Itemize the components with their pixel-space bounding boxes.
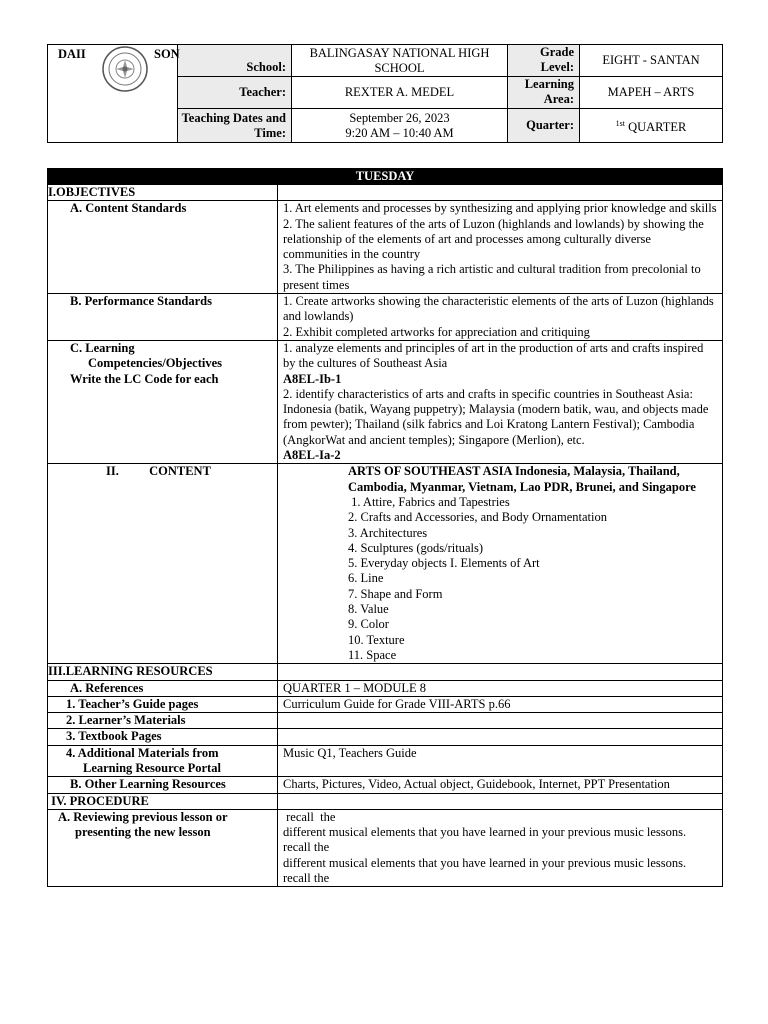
content-item: 9. Color (348, 617, 389, 632)
content-item: 6. Line (348, 571, 384, 586)
competencies-label-line: C. Learning (70, 340, 135, 355)
additional-materials-value: Music Q1, Teachers Guide (278, 745, 723, 777)
performance-standard-item: 1. Create artworks showing the characteristic elements of the arts of Luzon (highlands and lowlands) (283, 294, 714, 324)
content-item: 10. Texture (348, 632, 405, 647)
logo-text-right: SON (154, 47, 180, 61)
lesson-plan-table (47, 168, 723, 887)
deped-logo (58, 47, 180, 67)
review-row (48, 809, 723, 886)
resources-row (48, 664, 723, 680)
content-value (278, 464, 723, 664)
review-label-line: A. Reviewing previous lesson or (58, 809, 228, 824)
procedure-heading: IV. PROCEDURE (48, 793, 278, 809)
learning-area-value: MAPEH – ARTS (580, 77, 723, 109)
content-item: 3. Architectures (348, 525, 428, 540)
day-heading: TUESDAY (48, 169, 723, 185)
content-item: 8. Value (348, 602, 389, 617)
references-value: QUARTER 1 – MODULE 8 (278, 680, 723, 696)
quarter-label: Quarter: (508, 109, 580, 143)
content-label-number: II. (106, 464, 119, 479)
procedure-row (48, 793, 723, 809)
objectives-row (48, 185, 723, 201)
content-label (48, 464, 278, 664)
competencies-label-line: Competencies/Objectives (88, 356, 222, 371)
teachers-guide-value: Curriculum Guide for Grade VIII-ARTS p.66 (278, 696, 723, 712)
header-table (47, 44, 723, 143)
references-row (48, 680, 723, 696)
content-item: 4. Sculptures (gods/rituals) (348, 540, 484, 555)
content-item: 7. Shape and Form (348, 586, 443, 601)
quarter-text: QUARTER (628, 120, 687, 135)
additional-materials-label-line: Learning Resource Portal (83, 760, 221, 775)
competency-item: 2. identify characteristics of arts and crafts in specific countries in Southeast Asia: Indonesia (batik, Wayang puppetry); Malaysia (modern batik, wau, and objects made from pewter); Thailand (silk fabrics and Loi Kratong Lantern Festival); Cambodia (AngkorWat and ancient temples); Singapore (Merlion), etc. (283, 386, 709, 447)
references-label: A. References (48, 680, 278, 696)
performance-standards-row (48, 294, 723, 341)
competencies-value (278, 340, 723, 463)
competencies-row (48, 340, 723, 463)
content-standard-item: 2. The salient features of the arts of Luzon (highlands and lowlands) by showing the relationship of the elements of art and processes among culturally diverse communities in the country (283, 216, 704, 262)
logo-cell (48, 45, 178, 143)
competencies-label (48, 340, 278, 463)
review-line: different musical elements that you have learned in your previous music lessons. (283, 825, 687, 840)
review-label (48, 809, 278, 886)
content-item: 1. Attire, Fabrics and Tapestries (348, 494, 510, 509)
day-row (48, 169, 723, 185)
content-row (48, 464, 723, 664)
grade-level-value: EIGHT - SANTAN (580, 45, 723, 77)
resources-empty (278, 664, 723, 680)
review-line: recall the (283, 871, 330, 886)
content-item: 11. Space (348, 647, 397, 662)
school-value: BALINGASAY NATIONAL HIGH SCHOOL (292, 45, 508, 77)
teachers-guide-label: 1. Teacher’s Guide pages (48, 696, 278, 712)
content-standards-row (48, 201, 723, 294)
review-value (278, 809, 723, 886)
learners-materials-value (278, 713, 723, 729)
other-resources-label: B. Other Learning Resources (48, 777, 278, 793)
learning-area-label: Learning Area: (508, 77, 580, 109)
content-standard-item: 3. The Philippines as having a rich artistic and cultural tradition from precolonial to present times (283, 262, 701, 292)
content-standards-value (278, 201, 723, 294)
content-label-text: CONTENT (149, 464, 211, 479)
competency-code: A8EL-Ib-1 (283, 371, 342, 386)
other-resources-value: Charts, Pictures, Video, Actual object, Guidebook, Internet, PPT Presentation (278, 777, 723, 793)
deped-seal-icon (101, 45, 149, 93)
competency-code: A8EL-Ia-2 (283, 448, 341, 463)
additional-materials-label-line: 4. Additional Materials from (66, 745, 219, 760)
teaching-time: 9:20 AM – 10:40 AM (345, 125, 454, 140)
textbook-pages-row (48, 729, 723, 745)
content-standard-item: 1. Art elements and processes by synthesizing and applying prior knowledge and skills (283, 201, 717, 216)
teacher-label: Teacher: (178, 77, 292, 109)
teaching-dates-label: Teaching Dates and Time: (178, 109, 292, 143)
learners-materials-row (48, 713, 723, 729)
objectives-empty (278, 185, 723, 201)
learners-materials-label: 2. Learner’s Materials (48, 713, 278, 729)
performance-standards-value (278, 294, 723, 341)
competency-item: 1. analyze elements and principles of art in the production of arts and crafts inspired by the cultures of Southeast Asia (283, 340, 704, 371)
grade-level-label: Grade Level: (508, 45, 580, 77)
logo-text-left: DAII (58, 47, 86, 61)
teaching-dates-value (292, 109, 508, 143)
teacher-value: REXTER A. MEDEL (292, 77, 508, 109)
review-label-line: presenting the new lesson (75, 825, 211, 840)
performance-standard-item: 2. Exhibit completed artworks for appreciation and critiquing (283, 324, 590, 339)
other-resources-row (48, 777, 723, 793)
textbook-pages-label: 3. Textbook Pages (48, 729, 278, 745)
teaching-date: September 26, 2023 (349, 110, 450, 125)
review-line: different musical elements that you have learned in your previous music lessons. (283, 855, 687, 870)
content-standards-label: A. Content Standards (48, 201, 278, 294)
teachers-guide-row (48, 696, 723, 712)
additional-materials-label (48, 745, 278, 777)
procedure-empty (278, 793, 723, 809)
content-item: 2. Crafts and Accessories, and Body Ornamentation (348, 510, 607, 525)
competencies-label-line: Write the LC Code for each (70, 371, 219, 386)
review-line: recall the (283, 809, 336, 824)
performance-standards-label: B. Performance Standards (48, 294, 278, 341)
content-title: ARTS OF SOUTHEAST ASIA Indonesia, Malaysia, Thailand, Cambodia, Myanmar, Vietnam, Lao PDR, Brunei, and Singapore (348, 464, 696, 494)
quarter-number: 1st (615, 118, 625, 128)
quarter-value (580, 109, 723, 143)
additional-materials-row (48, 745, 723, 777)
content-item: 5. Everyday objects I. Elements of Art (348, 556, 540, 571)
school-label: School: (178, 45, 292, 77)
textbook-pages-value (278, 729, 723, 745)
objectives-heading: I.OBJECTIVES (48, 185, 278, 201)
review-line: recall the (283, 840, 330, 855)
resources-heading: III.LEARNING RESOURCES (48, 664, 278, 680)
